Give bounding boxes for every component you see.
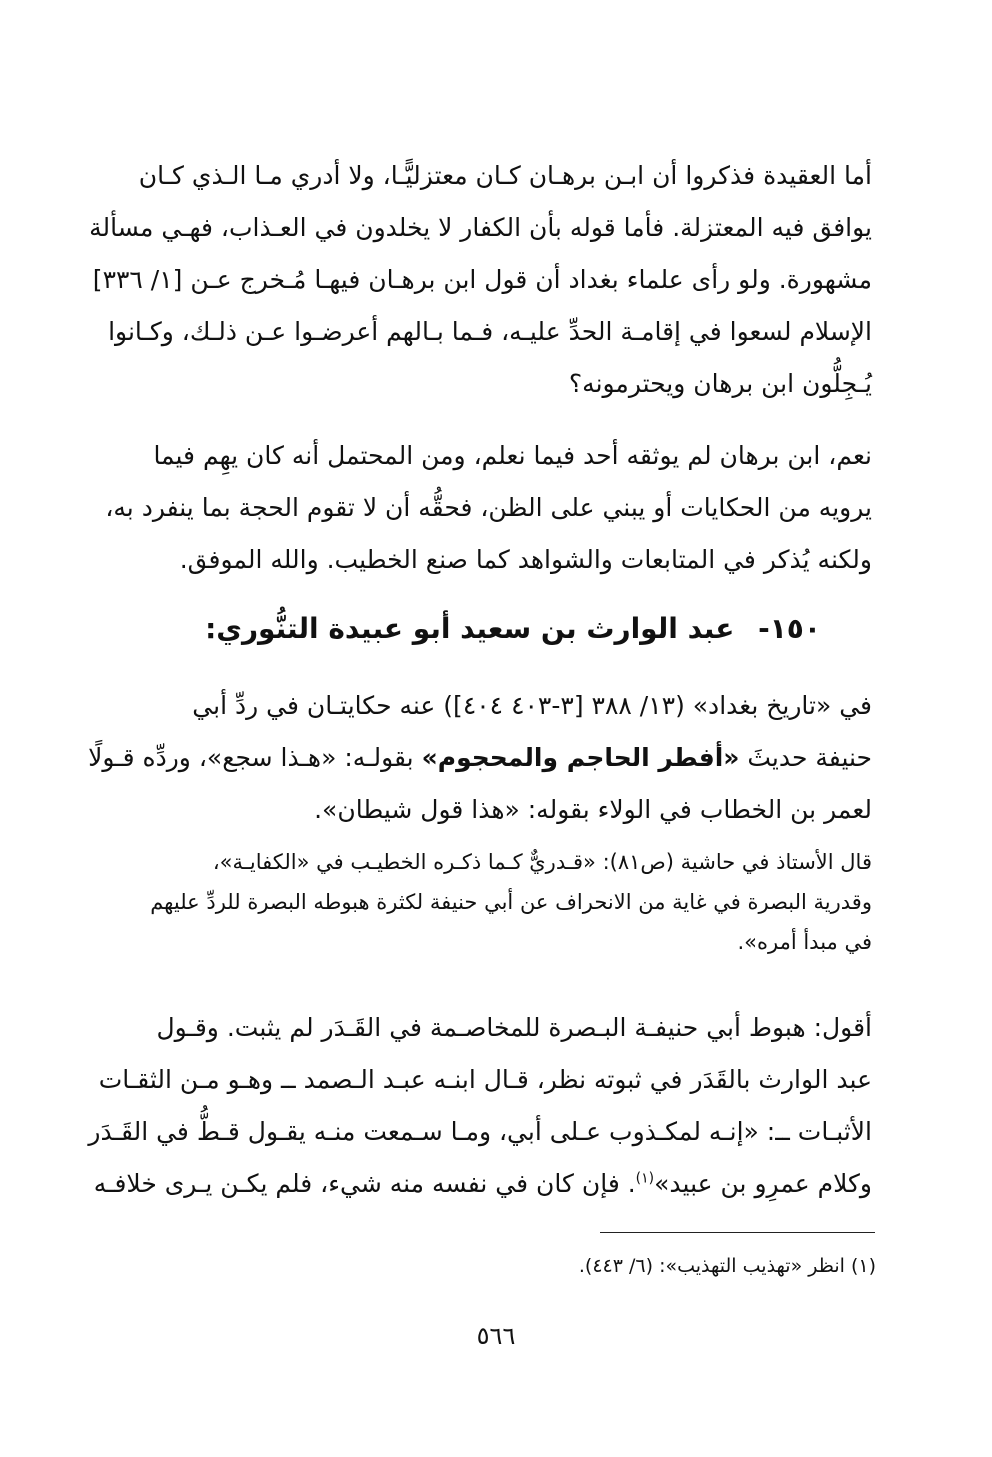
text-line: في «تاريخ بغداد» (١٣/ ٣٨٨ [٣-٤٠٣ ٤٠٤]) عنه حكايتـان في ردِّ أبي — [192, 691, 872, 720]
page-number: ٥٦٦ — [476, 1322, 516, 1350]
text-run: حنيفة حديثَ — [739, 743, 872, 772]
text-line: يوافق فيه المعتزلة. فأما قوله بأن الكفار لا يخلدون في العـذاب، فهـي مسألة — [89, 213, 872, 242]
text-line: ولكنه يُذكر في المتابعات والشواهد كما صنع الخطيب. والله الموفق. — [179, 545, 872, 574]
text-line: قال الأستاذ في حاشية (ص٨١): «قـدريٌّ كـما ذكـره الخطيـب في «الكفايـة»، — [212, 850, 872, 874]
text-run: بقولـه: «هـذا سجع»، وردِّه قـولًا — [88, 743, 422, 772]
section-heading — [116, 603, 821, 655]
text-line: أقول: هبوط أبي حنيفـة البـصرة للمخاصـمة في القَـدَر لم يثبت. وقـول — [156, 1013, 872, 1042]
paragraph-tarikh-baghdad — [88, 680, 872, 836]
text-line: نعم، ابن برهان لم يوثقه أحد فيما نعلم، ومن المحتمل أنه كان يهِم فيما — [153, 441, 872, 470]
footnote-separator — [600, 1232, 875, 1233]
text-line: يرويه من الحكايات أو يبني على الظن، فحقُّه أن لا تقوم الحجة بما ينفرد به، — [105, 493, 872, 522]
text-line: وقدرية البصرة في غاية من الانحراف عن أبي حنيفة لكثرة هبوطه البصرة للردِّ عليهم — [150, 890, 872, 914]
text-line — [93, 1158, 872, 1210]
text-run: وكلام عمرِو بن عبيد» — [654, 1169, 872, 1198]
text-line — [88, 732, 872, 784]
paragraph-naam — [105, 430, 872, 586]
text-line: لعمر بن الخطاب في الولاء بقوله: «هذا قول شيطان». — [314, 795, 872, 824]
text-line: مشهورة. ولو رأى علماء بغداد أن قول ابن برهـان فيهـا مُـخرج عـن [١/ ٣٣٦] — [92, 265, 872, 294]
footnote — [400, 1250, 876, 1282]
text-line: الأثبـات ــ: «إنـه لمكـذوب عـلى أبي، ومـا سـمعت منـه يقـول قـطُّ في القَـدَر — [88, 1117, 872, 1146]
entry-title: عبد الوارث بن سعيد أبو عبيدة التنُّوري: — [205, 612, 735, 645]
text-line: عبد الوارث بالقَدَر في ثبوته نظر، قـال ابنـه عبـد الـصمد ــ وهـو مـن الثقـات — [98, 1065, 872, 1094]
paragraph-aqoolu — [88, 1002, 872, 1210]
text-line: يُـجِلُّون ابن برهان ويحترمونه؟ — [568, 369, 872, 398]
footnote-marker: (١) — [850, 1255, 876, 1277]
paragraph-aqeedah — [89, 150, 872, 410]
footnote-text: انظر «تهذيب التهذيب»: (٦/ ٤٤٣). — [578, 1255, 845, 1277]
text-line: في مبدأ أمره». — [737, 930, 872, 954]
text-run: . فإن كان في نفسه منه شيء، فلم يكـن يـرى خلافـه — [93, 1169, 636, 1198]
text-line: الإسلام لسعوا في إقامـة الحدِّ عليـه، فـما بـالهم أعرضـوا عـن ذلـك، وكـانوا — [108, 317, 872, 346]
bold-hadith-title: «أفطر الحاجم والمحجوم» — [421, 743, 740, 772]
entry-number: ١٥٠- — [758, 612, 821, 645]
footnote-reference: (١) — [635, 1170, 655, 1187]
text-line: أما العقيدة فذكروا أن ابـن برهـان كـان معتزليًّـا، ولا أدري مـا الـذي كـان — [138, 161, 872, 190]
paragraph-ustadh-quote — [116, 842, 872, 962]
